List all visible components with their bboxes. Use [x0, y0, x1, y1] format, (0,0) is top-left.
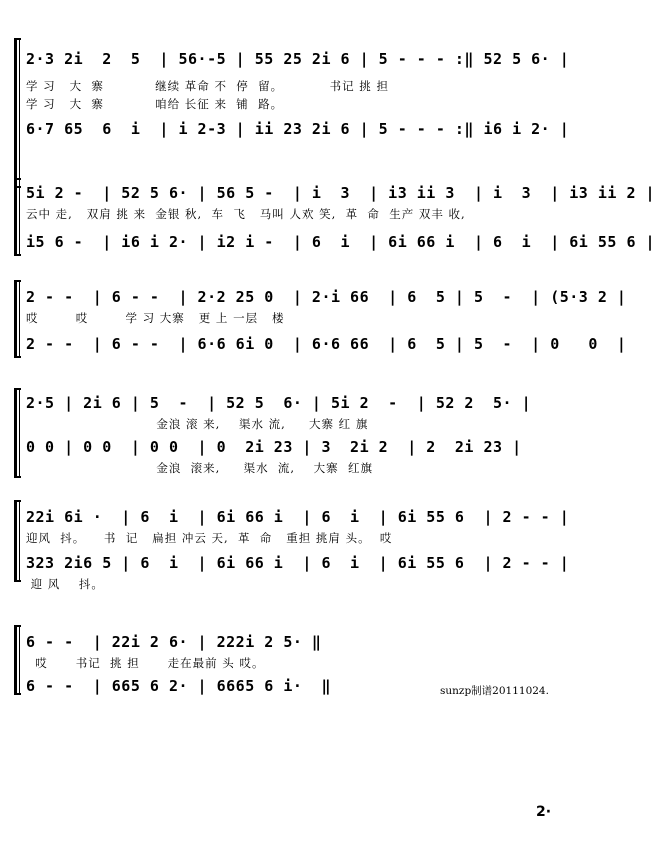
arranger-credit: sunzp制谱20111024. [440, 685, 549, 697]
melody-line: 2·5 | 2i 6 | 5 - | 52 5 6· | 5i 2 - | 52 2 5· | [26, 394, 532, 412]
bass-line: 6 - - | 665 6 2· | 6665 6 i· ‖ [26, 677, 331, 695]
melody-line: 5i 2 - | 52 5 6· | 56 5 - | i 3 | i3 ii 3 | i 3 | i3 ii 2 | [26, 184, 655, 202]
lyric-line-1: 云中 走, 双肩 挑 来 金银 秋, 车 飞 马叫 人欢 笑, 革 命 生产 双丰 收, [26, 207, 466, 221]
system-bracket [14, 500, 20, 582]
bass-lyric-line: 金浪 滚来, 渠水 流, 大寨 红旗 [26, 461, 373, 475]
lyric-line-1: 哎 哎 学 习 大寨 更 上 一层 楼 [26, 311, 285, 325]
system-bracket [14, 625, 20, 695]
melody-line: 2 - - | 6 - - | 2·2 25 0 | 2·i 66 | 6 5 | 5 - | (5·3 2 | [26, 288, 627, 306]
melody-line: 6 - - | 22i 2 6· | 222i 2 5· ‖ [26, 633, 322, 651]
system-bracket [14, 38, 20, 188]
lyric-line-2: 学 习 大 寨 咱给 长征 来 铺 路。 [26, 97, 284, 111]
bass-line: 6·7 65 6 i | i 2-3 | ii 23 2i 6 | 5 - - - :‖ i6 i 2· | [26, 120, 570, 138]
bass-lyric-line: 迎 风 抖。 [26, 577, 104, 591]
system-bracket [14, 178, 20, 256]
system-bracket [14, 388, 20, 478]
lyric-line-1: 哎 书记 挑 担 走在最前 头 哎。 [26, 656, 265, 670]
lyric-line-1: 迎风 抖。 书 记 扁担 冲云 天, 革 命 重担 挑肩 头。 哎 [26, 531, 393, 545]
bass-line: i5 6 - | i6 i 2· | i2 i - | 6 i | 6i 66 i | 6 i | 6i 55 6 | [26, 233, 655, 251]
bass-line: 0 0 | 0 0 | 0 0 | 0 2i 23 | 3 2i 2 | 2 2i 23 | [26, 438, 522, 456]
melody-line: 22i 6i · | 6 i | 6i 66 i | 6 i | 6i 55 6 | 2 - - | [26, 508, 570, 526]
lyric-line-1: 学 习 大 寨 继续 革命 不 停 留。 书记 挑 担 [26, 79, 389, 93]
page-number: 2· [536, 804, 552, 820]
system-bracket [14, 280, 20, 358]
bass-line: 323 2i6 5 | 6 i | 6i 66 i | 6 i | 6i 55 6 | 2 - - | [26, 554, 570, 572]
lyric-line-1: 金浪 滚 来, 渠水 流, 大寨 红 旗 [26, 417, 369, 431]
bass-line: 2 - - | 6 - - | 6·6 6i 0 | 6·6 66 | 6 5 | 5 - | 0 0 | [26, 335, 627, 353]
melody-line: 2·3 2i 2 5 | 56·-5 | 55 25 2i 6 | 5 - - - :‖ 52 5 6· | [26, 50, 570, 68]
